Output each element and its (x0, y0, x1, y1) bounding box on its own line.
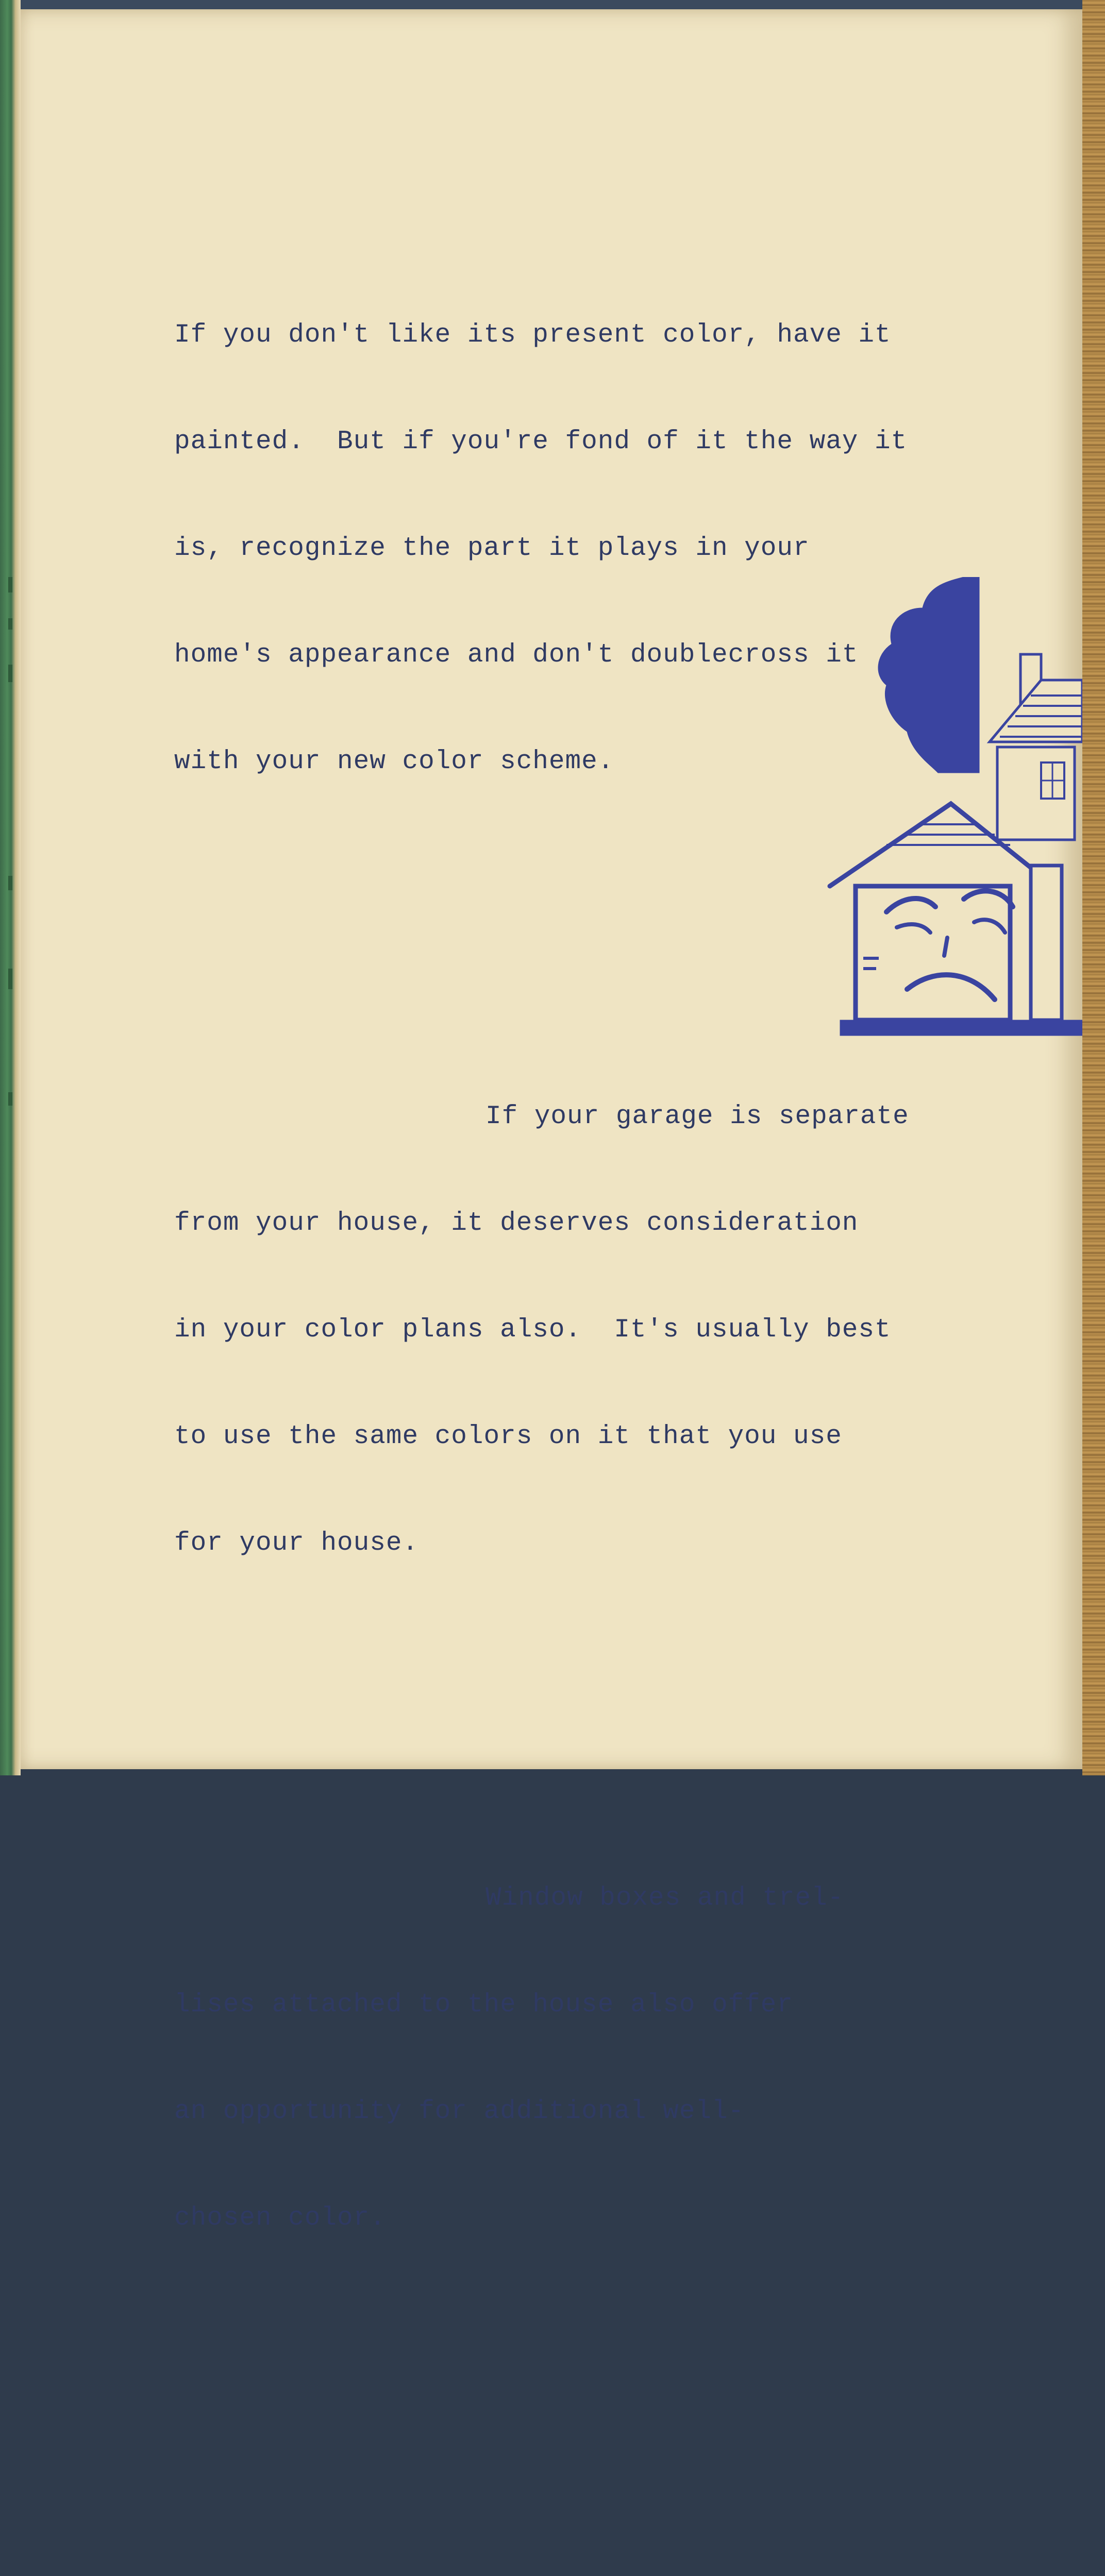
paragraph-2 (174, 1028, 978, 1632)
text-line: chosen color. (174, 2204, 386, 2233)
page-edges (1082, 0, 1105, 1775)
text-line: If you don't like its present color, have it (174, 320, 891, 350)
text-line: with your new color scheme. (174, 747, 614, 776)
book-binding (0, 0, 21, 1775)
typed-text-body (174, 175, 978, 2576)
text-line: home's appearance and don't doublecross it (174, 640, 859, 670)
paragraph-3 (174, 1809, 978, 2307)
book-cover-top (0, 0, 1105, 9)
text-line: If your garage is separate (485, 1102, 909, 1131)
text-line: Window boxes and trel- (485, 1884, 844, 1913)
text-line: from your house, it deserves consideration (174, 1209, 859, 1238)
text-line: lises attached to the house also offer (174, 1990, 793, 2020)
text-line: for your house. (174, 1529, 419, 1558)
sad-house-illustration (825, 577, 1082, 1072)
paragraph-4 (174, 2546, 978, 2576)
text-line: is, recognize the part it plays in your (174, 534, 810, 563)
tree-foliage (878, 577, 979, 773)
text-line: to use the same colors on it that you use (174, 1422, 842, 1451)
text-line: an opportunity for additional well- (174, 2097, 745, 2126)
text-line: in your color plans also. It's usually best (174, 1315, 891, 1345)
text-line: painted. But if you're fond of it the way it (174, 427, 908, 456)
